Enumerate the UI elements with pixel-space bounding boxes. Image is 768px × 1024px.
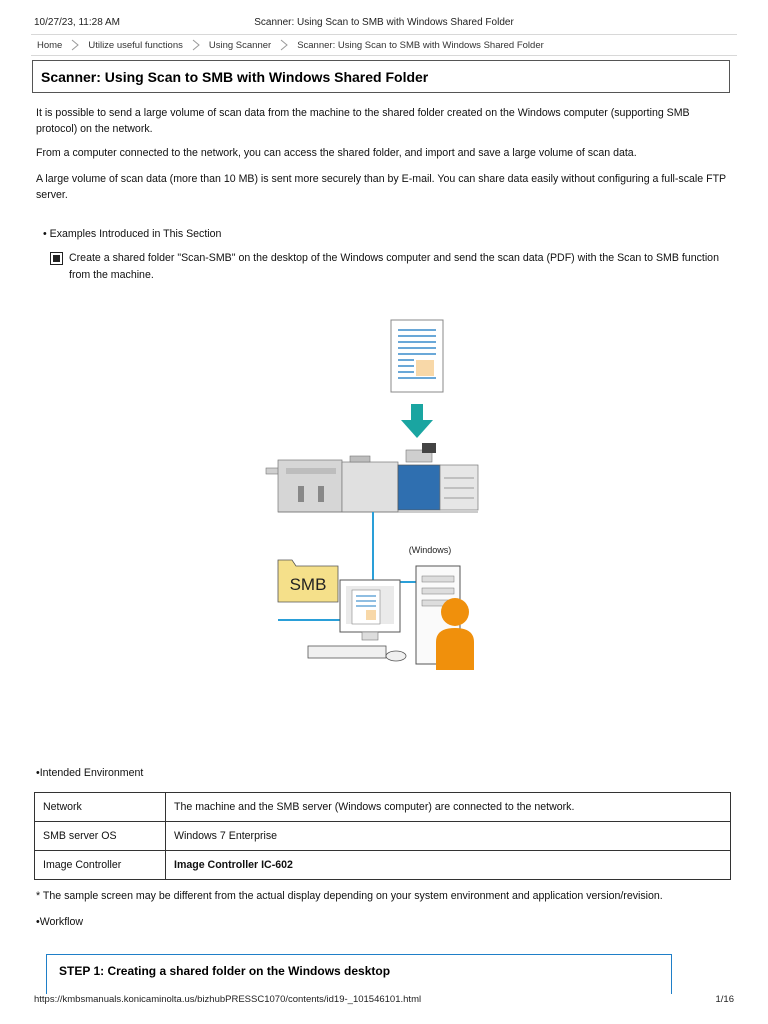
down-arrow-icon <box>401 404 433 438</box>
folder-label: SMB <box>289 575 327 594</box>
step-1-title: STEP 1: Creating a shared folder on the Windows desktop <box>59 964 391 978</box>
table-row <box>35 851 731 880</box>
breadcrumb-utilize-useful-functions[interactable]: Utilize useful functions <box>88 39 183 51</box>
table-cell-value: The machine and the SMB server (Windows computer) are connected to the network. <box>166 793 731 822</box>
table-row <box>35 822 731 851</box>
document-icon <box>391 320 443 392</box>
square-bullet-icon <box>50 252 63 265</box>
table-cell-key: Image Controller <box>35 851 166 880</box>
table-cell-value: Image Controller IC-602 <box>166 851 731 880</box>
breadcrumb <box>31 34 737 56</box>
example-item-text: Create a shared folder "Scan-SMB" on the desktop of the Windows computer and send the scan data (PDF) with the Scan to SMB function from the machine. <box>69 252 719 281</box>
chevron-right-icon <box>276 39 292 51</box>
workflow-heading: •Workflow <box>36 916 84 928</box>
print-page-number: 1/16 <box>715 994 734 1005</box>
page-title-box <box>32 60 730 93</box>
examples-heading: • Examples Introduced in This Section <box>43 228 222 240</box>
print-footer <box>34 994 734 1008</box>
intro-paragraph-3: A large volume of scan data (more than 10 MB) is sent more securely than by E-mail. You can share data easily without configuring a full-scale FTP server. <box>36 173 726 201</box>
sample-screen-note: * The sample screen may be different from the actual display depending on your system environment and application version/revision. <box>36 890 663 902</box>
table-cell-key: SMB server OS <box>35 822 166 851</box>
chevron-right-icon <box>188 39 204 51</box>
step-1-box <box>46 954 672 994</box>
breadcrumb-home[interactable]: Home <box>37 39 63 51</box>
user-person-icon <box>436 598 474 670</box>
print-page-title: Scanner: Using Scan to SMB with Windows Shared Folder <box>254 17 514 28</box>
smb-folder-icon <box>278 560 338 602</box>
example-item <box>50 250 730 284</box>
chevron-right-icon <box>67 39 83 51</box>
breadcrumb-using-scanner[interactable]: Using Scanner <box>208 39 272 51</box>
table-cell-key: Network <box>35 793 166 822</box>
scan-to-smb-illustration <box>258 310 498 680</box>
print-timestamp: 10/27/23, 11:28 AM <box>34 17 120 28</box>
table-cell-value: Windows 7 Enterprise <box>166 822 731 851</box>
page-title: Scanner: Using Scan to SMB with Windows Shared Folder <box>41 68 429 85</box>
environment-table <box>34 792 731 880</box>
intro-paragraph-1: It is possible to send a large volume of scan data from the machine to the shared folder created on the Windows computer (supporting SMB protocol) on the network. <box>36 107 690 135</box>
breadcrumb-current: Scanner: Using Scan to SMB with Windows Shared Folder <box>297 39 544 51</box>
table-row <box>35 793 731 822</box>
print-header <box>34 17 734 31</box>
computer-label: (Windows) <box>408 545 452 555</box>
printer-machine-icon <box>266 443 478 512</box>
intro-paragraph-2: From a computer connected to the network, you can access the shared folder, and import and save a large volume of scan data. <box>36 147 637 159</box>
print-url: https://kmbsmanuals.konicaminolta.us/bizhubPRESSC1070/contents/id19-_101546101.html <box>34 994 422 1005</box>
intended-environment-heading: •Intended Environment <box>36 767 144 779</box>
